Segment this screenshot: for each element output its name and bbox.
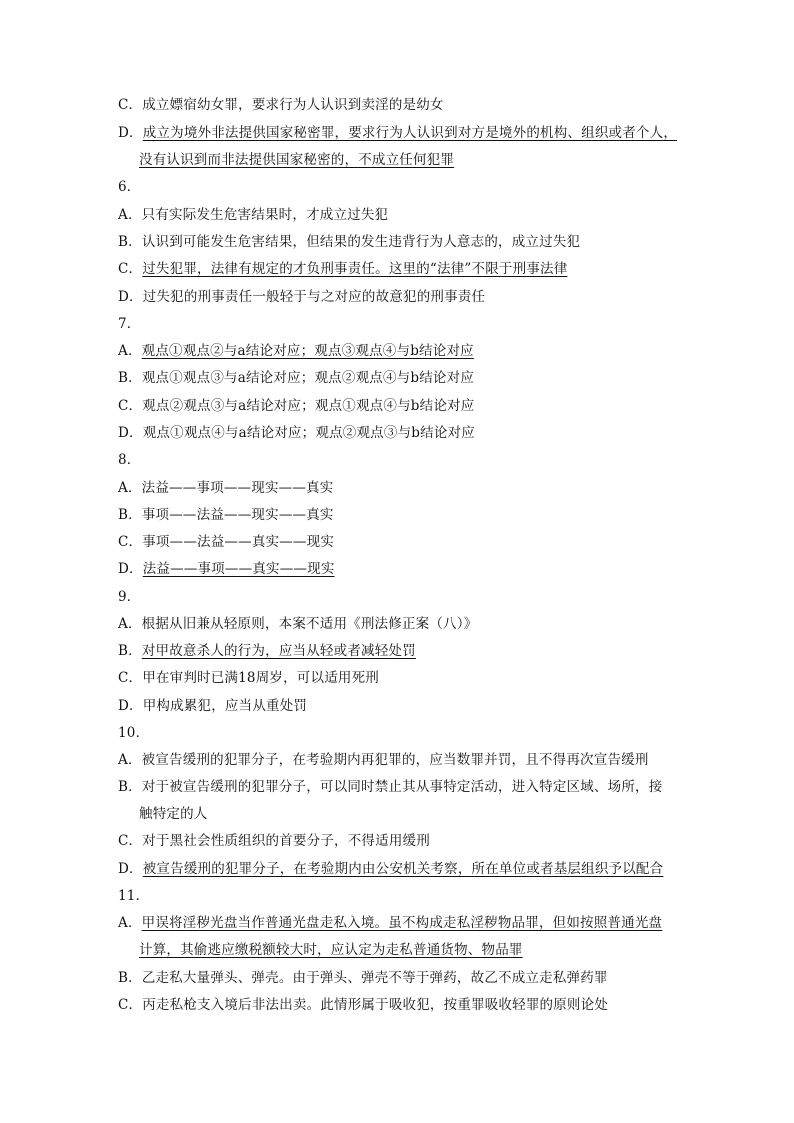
- option-prefix: B．: [118, 779, 142, 795]
- option-prefix: C．: [118, 97, 143, 113]
- question-number-11: 11．: [118, 888, 150, 904]
- option-c-line: [118, 533, 334, 551]
- option-prefix: A．: [118, 915, 142, 931]
- option-d-line: [118, 124, 677, 142]
- option-c-line: [118, 996, 608, 1014]
- option-prefix: D．: [118, 425, 143, 441]
- option-prefix: A．: [118, 207, 142, 223]
- question-number-8: 8．: [118, 452, 141, 468]
- option-c-line: [118, 96, 444, 114]
- option-prefix: C．: [118, 261, 143, 277]
- option-prefix: C．: [118, 534, 143, 550]
- option-b-line: [118, 369, 474, 387]
- option-text: 成立嫖宿幼女罪，要求行为人认识到卖淫的是幼女: [142, 97, 444, 113]
- option-text: 事项——法益——现实——真实: [141, 507, 334, 523]
- option-text-underlined: 计算，其偷逃应缴税额较大时，应认定为走私普通货物、物品罪: [139, 942, 523, 958]
- option-d-continuation: [139, 151, 454, 169]
- option-prefix: B．: [118, 234, 142, 250]
- option-prefix: A．: [118, 343, 142, 359]
- option-text: 甲在审判时已满18周岁，可以适用死刑: [142, 670, 380, 686]
- option-text: 甲构成累犯，应当从重处罚: [142, 698, 308, 714]
- option-prefix: C．: [118, 997, 143, 1013]
- option-text-underlined: 甲误将淫秽光盘当作普通光盘走私入境。虽不构成走私淫秽物品罪，但如按照普通光盘: [141, 915, 663, 931]
- option-d-line: [118, 288, 485, 306]
- option-prefix: D．: [118, 125, 143, 141]
- option-b-continuation: [139, 805, 208, 823]
- option-prefix: D．: [118, 289, 143, 305]
- option-text: 观点①观点④与a结论对应；观点②观点③与b结论对应: [142, 425, 475, 441]
- option-prefix: A．: [118, 616, 142, 632]
- option-text: 观点②观点③与a结论对应；观点①观点④与b结论对应: [142, 398, 475, 414]
- option-text: 法益——事项——现实——真实: [141, 480, 334, 496]
- option-d-line: [118, 697, 307, 715]
- option-prefix: B．: [118, 370, 142, 386]
- option-a-line: [118, 615, 477, 633]
- option-text-underlined: 观点①观点②与a结论对应；观点③观点④与b结论对应: [141, 343, 474, 359]
- option-prefix: C．: [118, 398, 143, 414]
- option-a-line: [118, 914, 662, 932]
- option-text: 对于黑社会性质组织的首要分子，不得适用缓刑: [142, 833, 430, 849]
- option-text-underlined: 没有认识到而非法提供国家秘密的，不成立任何犯罪: [139, 152, 455, 168]
- option-text: 观点①观点③与a结论对应；观点②观点④与b结论对应: [141, 370, 475, 386]
- option-text-underlined: 过失犯罪，法律有规定的才负刑事责任。这里的“法律”不限于刑事法律: [142, 261, 568, 277]
- option-b-line: [118, 506, 334, 524]
- option-text: 丙走私枪支入境后非法出卖。此情形属于吸收犯，按重罪吸收轻罪的原则论处: [142, 997, 609, 1013]
- option-text-underlined: 被宣告缓刑的犯罪分子，在考验期内由公安机关考察，所在单位或者基层组织予以配合: [142, 861, 664, 877]
- option-text: 乙走私大量弹头、弹壳。由于弹头、弹壳不等于弹药，故乙不成立走私弹药罪: [141, 970, 608, 986]
- option-prefix: B．: [118, 507, 142, 523]
- option-d-line: [118, 424, 475, 442]
- option-c-line: [118, 669, 379, 687]
- option-prefix: A．: [118, 480, 142, 496]
- option-prefix: B．: [118, 643, 142, 659]
- option-a-continuation: [139, 941, 523, 959]
- option-text: 事项——法益——真实——现实: [142, 534, 335, 550]
- option-text-underlined: 成立为境外非法提供国家秘密罪，要求行为人认识到对方是境外的机构、组织或者个人，: [142, 125, 678, 141]
- option-a-line: [118, 479, 333, 497]
- question-number-7: 7．: [118, 316, 141, 332]
- option-text: 只有实际发生危害结果时，才成立过失犯: [141, 207, 389, 223]
- option-prefix: C．: [118, 670, 143, 686]
- option-b-line: [118, 778, 662, 796]
- option-text: 根据从旧兼从轻原则，本案不适用《刑法修正案（八）》: [141, 616, 478, 632]
- option-text: 触特定的人: [139, 806, 208, 822]
- question-number-10: 10．: [118, 725, 150, 741]
- option-prefix: D．: [118, 561, 143, 577]
- option-a-line: [118, 751, 649, 769]
- option-b-line: [118, 969, 608, 987]
- option-c-line: [118, 397, 474, 415]
- option-c-line: [118, 260, 567, 278]
- question-number-9: 9．: [118, 589, 141, 605]
- option-text: 认识到可能发生危害结果，但结果的发生违背行为人意志的，成立过失犯: [141, 234, 581, 250]
- option-prefix: A．: [118, 752, 142, 768]
- option-text: 过失犯的刑事责任一般轻于与之对应的故意犯的刑事责任: [142, 289, 486, 305]
- option-text-underlined: 法益——事项——真实——现实: [142, 561, 335, 577]
- option-d-line: [118, 560, 335, 578]
- option-text-underlined: 对甲故意杀人的行为，应当从轻或者减轻处罚: [141, 643, 416, 659]
- option-prefix: D．: [118, 698, 143, 714]
- question-number-6: 6．: [118, 179, 141, 195]
- option-prefix: C．: [118, 833, 143, 849]
- option-prefix: D．: [118, 861, 143, 877]
- option-b-line: [118, 233, 580, 251]
- option-a-line: [118, 342, 474, 360]
- option-b-line: [118, 642, 416, 660]
- option-d-line: [118, 860, 663, 878]
- option-a-line: [118, 206, 388, 224]
- option-c-line: [118, 832, 430, 850]
- option-prefix: B．: [118, 970, 142, 986]
- option-text: 对于被宣告缓刑的犯罪分子，可以同时禁止其从事特定活动，进入特定区域、场所，接: [141, 779, 663, 795]
- option-text: 被宣告缓刑的犯罪分子，在考验期内再犯罪的，应当数罪并罚，且不得再次宣告缓刑: [141, 752, 649, 768]
